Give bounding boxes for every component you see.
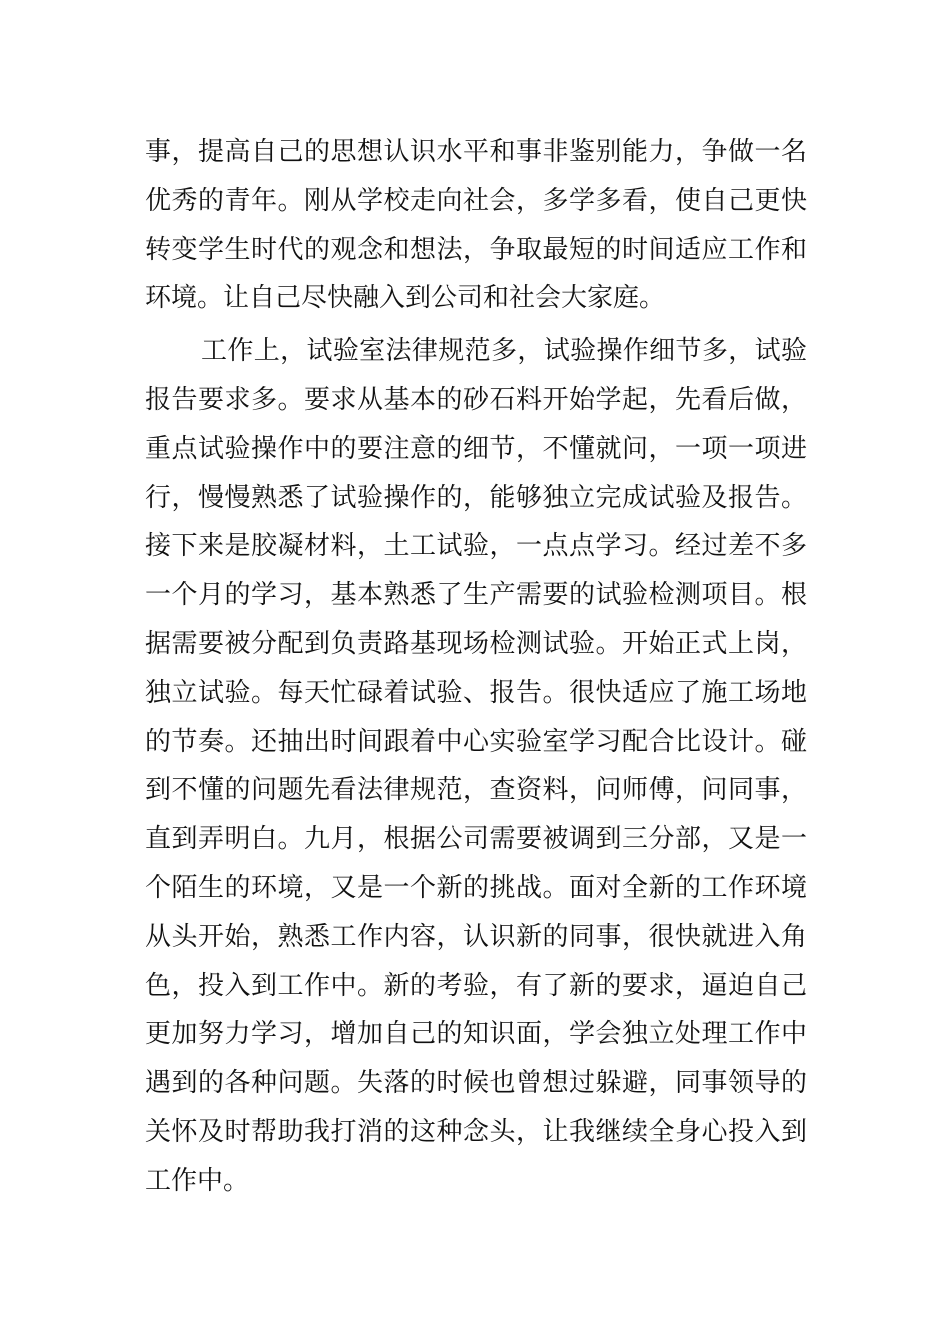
- text-line: 环境。让自己尽快融入到公司和社会大家庭。: [145, 283, 666, 314]
- text-line: 一个月的学习，基本熟悉了生产需要的试验检测项目。根: [145, 580, 807, 611]
- text-line: 优秀的青年。刚从学校走向社会，多学多看，使自己更快: [145, 185, 807, 216]
- text-line: 重点试验操作中的要注意的细节，不懂就问，一项一项进: [145, 433, 807, 464]
- text-line: 行，慢慢熟悉了试验操作的，能够独立完成试验及报告。: [145, 482, 807, 513]
- text-line: 关怀及时帮助我打消的这种念头，让我继续全身心投入到: [145, 1116, 807, 1147]
- text-line: 到不懂的问题先看法律规范，查资料，问师傅，问同事，: [145, 775, 807, 806]
- paragraph-1: [145, 128, 807, 323]
- document-body: [145, 128, 807, 1206]
- text-line: 工作中。: [145, 1165, 250, 1196]
- text-line: 接下来是胶凝材料，土工试验，一点点学习。经过差不多: [145, 531, 807, 562]
- text-line: 报告要求多。要求从基本的砂石料开始学起，先看后做，: [145, 384, 807, 415]
- text-line: 个陌生的环境，又是一个新的挑战。面对全新的工作环境: [145, 872, 807, 903]
- text-line: 事，提高自己的思想认识水平和事非鉴别能力，争做一名: [145, 137, 807, 167]
- text-line: 工作上，试验室法律规范多，试验操作细节多，试验: [201, 336, 807, 367]
- paragraph-2: [145, 327, 807, 1205]
- text-line: 更加努力学习，增加自己的知识面，学会独立处理工作中: [145, 1019, 807, 1050]
- text-line: 色，投入到工作中。新的考验，有了新的要求，逼迫自己: [145, 970, 807, 1001]
- text-line: 的节奏。还抽出时间跟着中心实验室学习配合比设计。碰: [145, 726, 807, 757]
- text-line: 直到弄明白。九月，根据公司需要被调到三分部，又是一: [145, 824, 807, 855]
- text-line: 据需要被分配到负责路基现场检测试验。开始正式上岗，: [145, 628, 807, 659]
- text-line: 从头开始，熟悉工作内容，认识新的同事，很快就进入角: [145, 921, 807, 952]
- text-line: 转变学生时代的观念和想法，争取最短的时间适应工作和: [145, 234, 807, 265]
- text-line: 遇到的各种问题。失落的时候也曾想过躲避，同事领导的: [145, 1068, 807, 1099]
- text-line: 独立试验。每天忙碌着试验、报告。很快适应了施工场地: [145, 677, 807, 708]
